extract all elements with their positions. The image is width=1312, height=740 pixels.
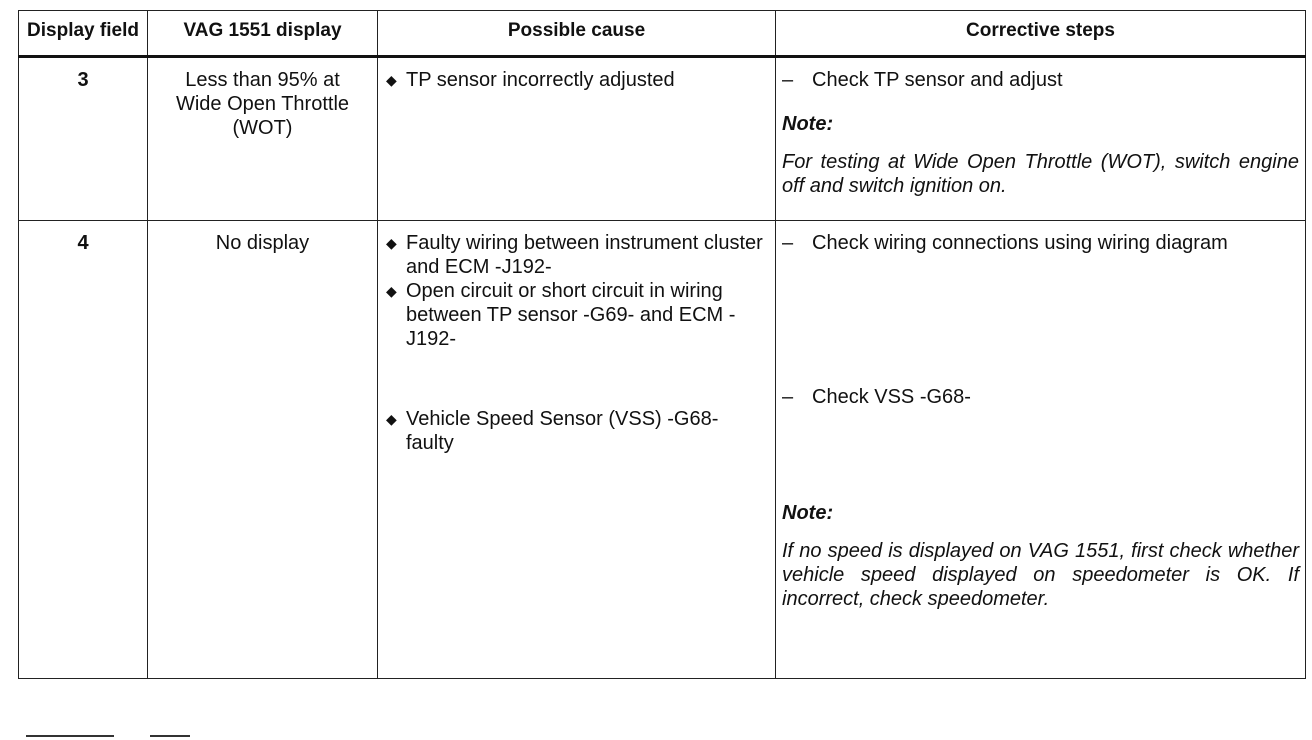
cause-item [386, 68, 767, 92]
cause-item [386, 407, 767, 455]
step-item [782, 231, 1299, 255]
table-row [19, 57, 1306, 221]
vag-display-text: Less than 95% at Wide Open Throttle (WOT) [175, 69, 350, 139]
diagnostic-table [18, 10, 1306, 679]
cause-item [386, 231, 767, 279]
cell-possible-cause [378, 221, 776, 679]
table-row [19, 221, 1306, 679]
note-text: For testing at Wide Open Throttle (WOT), switch engine off and switch ignition on. [782, 151, 1299, 197]
cell-corrective-steps [776, 221, 1306, 679]
dash-icon: – [782, 232, 794, 254]
header-possible-cause: Possible cause [378, 11, 776, 57]
header-display-field: Display field [19, 11, 148, 57]
cell-corrective-steps [776, 57, 1306, 221]
cell-display-field: 4 [19, 221, 148, 679]
step-text: Check VSS -G68- [812, 386, 971, 408]
dash-icon: – [782, 69, 794, 91]
document-page [18, 10, 1305, 679]
header-corrective-steps: Corrective steps [776, 11, 1306, 57]
bullet-icon: ◆ [386, 72, 397, 88]
note-text: If no speed is displayed on VAG 1551, first check whether vehicle speed displayed on speedometer is OK. If incorrect, check speedometer. [782, 540, 1299, 610]
footer-rule [26, 735, 114, 737]
note-label: Note: [782, 502, 834, 524]
header-vag-display: VAG 1551 display [148, 11, 378, 57]
cause-item [386, 279, 767, 351]
cause-text: Faulty wiring between instrument cluster and ECM -J192- [406, 232, 763, 278]
step-item [782, 385, 1299, 409]
cause-text: Vehicle Speed Sensor (VSS) -G68- faulty [406, 408, 719, 454]
step-item [782, 68, 1299, 92]
footer-rule [150, 735, 190, 737]
bullet-icon: ◆ [386, 283, 397, 299]
cell-vag-display [148, 57, 378, 221]
cell-possible-cause [378, 57, 776, 221]
step-text: Check TP sensor and adjust [812, 69, 1063, 91]
note-label: Note: [782, 113, 834, 135]
table-header-row [19, 11, 1306, 57]
bullet-icon: ◆ [386, 235, 397, 251]
bullet-icon: ◆ [386, 411, 397, 427]
cause-text: TP sensor incorrectly adjusted [406, 69, 675, 91]
cell-vag-display: No display [148, 221, 378, 679]
dash-icon: – [782, 386, 794, 408]
step-text: Check wiring connections using wiring diagram [812, 232, 1228, 254]
cause-text: Open circuit or short circuit in wiring between TP sensor -G69- and ECM -J192- [406, 280, 736, 350]
cell-display-field: 3 [19, 57, 148, 221]
